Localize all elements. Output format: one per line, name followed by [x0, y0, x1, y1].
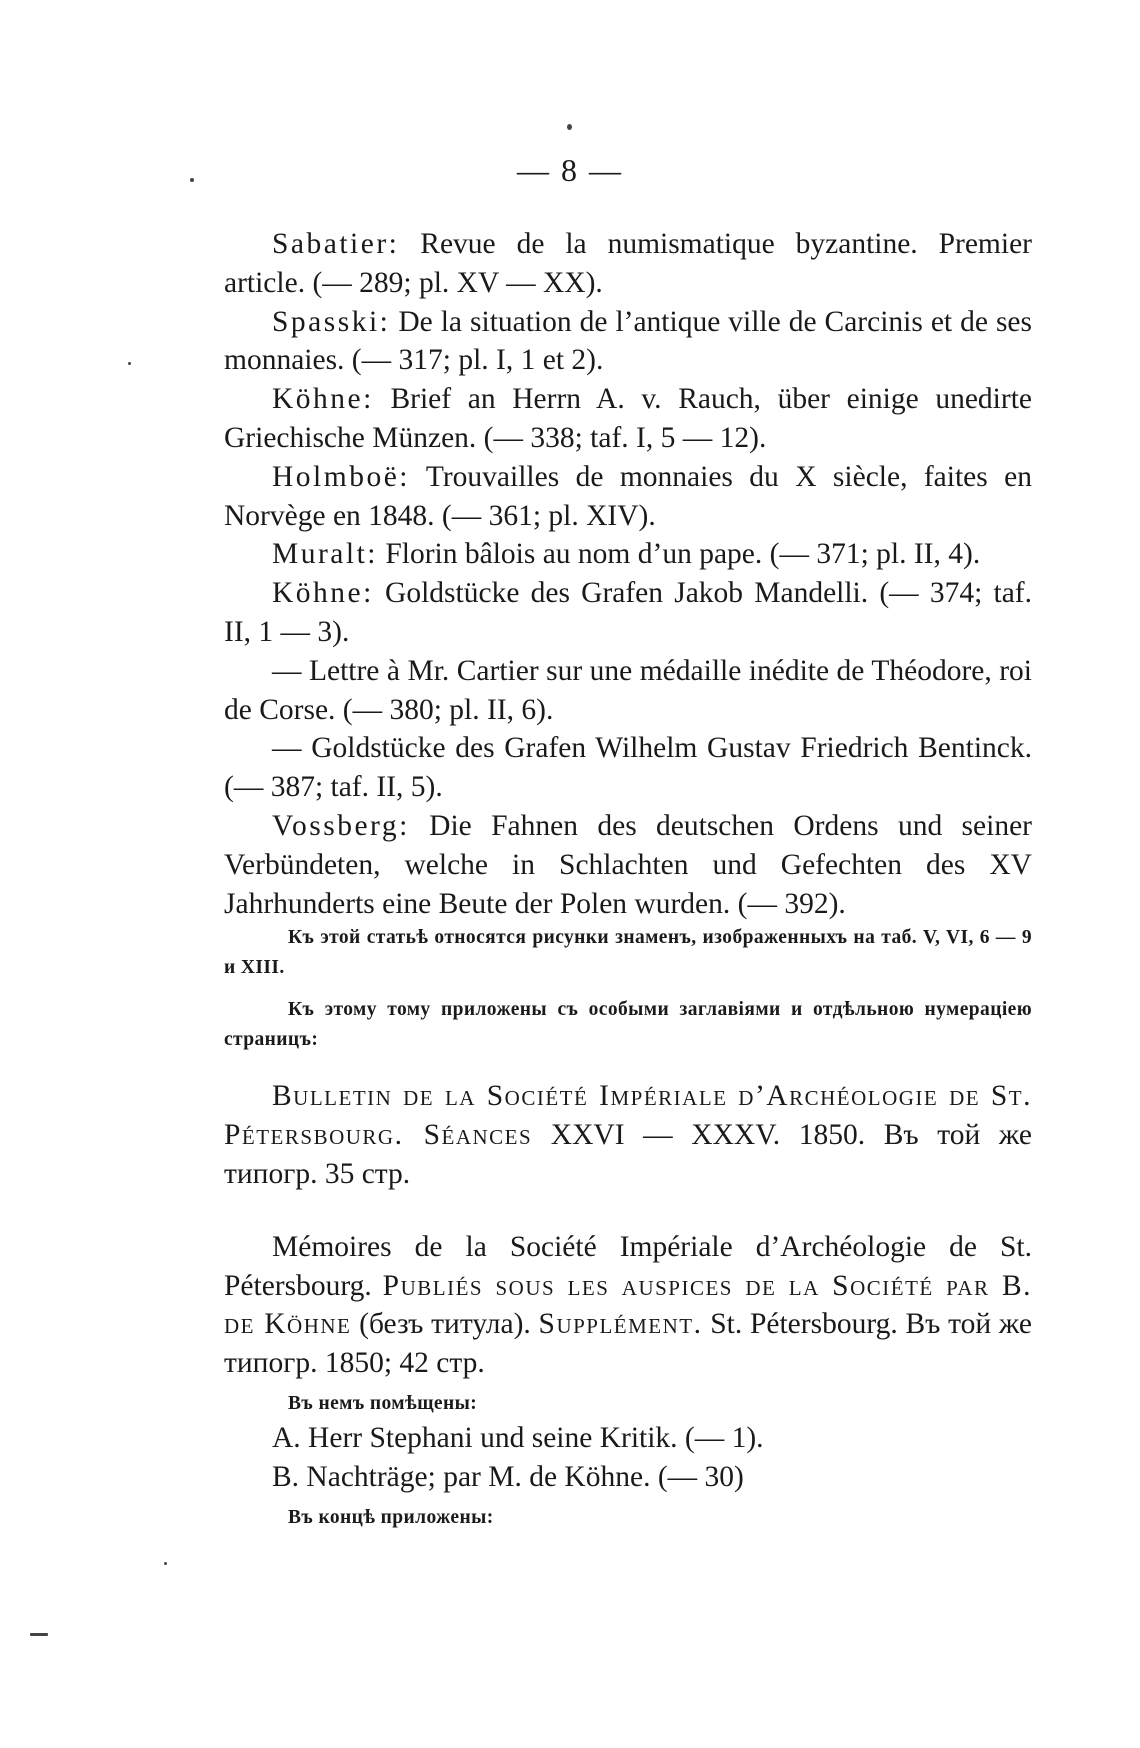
- entry-author: Sabatier:: [272, 228, 400, 260]
- bulletin-range: XXVI — XXXV.: [532, 1119, 781, 1152]
- note-contained: Въ немъ помѣщены:: [288, 1392, 478, 1414]
- bulletin-title: Bulletin de la Société Impériale d’Archéologie de St. Pétersbourg. Séances: [224, 1080, 1032, 1152]
- bibliography-entry: [224, 458, 1032, 536]
- bibliography-entry: [224, 225, 1032, 303]
- entry-text: Die Fahnen des deutschen Ordens und seiner Verbündeten, welche in Schlachten und Gefechten des XV Jahrhunderts eine Beute der Polen wurden. (— 392).: [224, 809, 1032, 920]
- bulletin-tail: 1850. Въ той же типогр. 35 стр.: [224, 1119, 1033, 1190]
- entry-text: Trouvailles de monnaies du X siècle, faites en Norvège en 1848. (— 361; pl. XIV).: [224, 460, 1032, 532]
- entry-text: — Lettre à Mr. Cartier sur une médaille inédite de Théodore, roi de Corse. (— 380; pl. II, 6).: [224, 654, 1032, 726]
- note-plates: Къ этой статьѣ относятся рисунки знаменъ, изображенныхъ на таб. V, VI, 6 — 9 и XIII.: [224, 927, 1032, 979]
- entry-text: — Goldstücke des Grafen Wilhelm Gustav Friedrich Bentinck. (— 387; taf. II, 5).: [224, 732, 1032, 804]
- memoires-publies: Publiés sous les auspices de la Société par B. de Köhne: [224, 1269, 1032, 1341]
- entry-author: Vossberg:: [272, 809, 410, 842]
- memoires-mid: (безъ титула).: [351, 1308, 539, 1341]
- memoires-entry: [224, 1228, 1032, 1383]
- entry-text: Brief an Herrn A. v. Rauch, über einige unedirte Griechische Münzen. (— 338; taf. I, 5 — 12).: [224, 383, 1032, 454]
- entry-text: Florin bâlois au nom d’un pape. (— 371; pl. II, 4).: [378, 538, 981, 571]
- memoires-tail: St. Pétersbourg. Въ той же типогр. 1850; 42 стр.: [224, 1308, 1033, 1380]
- bibliography-entry: [224, 380, 1032, 458]
- contents-item-b: B. Nachträge; par M. de Köhne. (— 30): [272, 1460, 744, 1493]
- contents-item-a: A. Herr Stephani und seine Kritik. (— 1).: [272, 1421, 764, 1454]
- bibliography-entry: [224, 652, 1032, 730]
- scan-speck: [30, 1633, 48, 1636]
- note-end: Въ концѣ приложены:: [288, 1506, 494, 1528]
- contents-list: [224, 1419, 1032, 1497]
- scan-speck: [164, 1562, 167, 1565]
- note-appended: Къ этому тому приложены съ особыми заглавіями и отдѣльною нумераціею страницъ:: [224, 999, 1032, 1051]
- page-body: [224, 225, 1032, 1533]
- entry-text: Goldstücke des Grafen Jakob Mandelli. (— 374; taf. II, 1 — 3).: [224, 577, 1032, 648]
- entry-text: De la situation de l’antique ville de Carcinis et de ses monnaies. (— 317; pl. I, 1 et 2).: [224, 305, 1032, 377]
- entry-author: Holmboë:: [272, 460, 410, 493]
- entry-author: Köhne:: [272, 383, 374, 416]
- memoires-title: Mémoires de la Société Impériale d’Archéologie de St. Pétersbourg.: [224, 1230, 1032, 1302]
- scan-speck: [128, 362, 131, 365]
- bulletin-entry: [224, 1077, 1032, 1193]
- bibliography-entry: [224, 729, 1032, 807]
- entry-author: Muralt:: [272, 538, 378, 571]
- page-number: — 8 —: [517, 152, 623, 188]
- bibliography-entries: [224, 225, 1032, 923]
- scan-speck: [190, 178, 194, 182]
- entry-text: Revue de la numismatique byzantine. Premier article. (— 289; pl. XV — XX).: [224, 228, 1032, 299]
- entry-author: Spasski:: [272, 305, 391, 338]
- bibliography-entry: [224, 807, 1032, 923]
- entry-author: Köhne:: [272, 577, 374, 610]
- bibliography-entry: [224, 535, 1032, 574]
- bibliography-entry: [224, 574, 1032, 652]
- memoires-supplement: Supplément.: [538, 1308, 703, 1341]
- scan-speck: [567, 124, 572, 130]
- bibliography-entry: [224, 303, 1032, 381]
